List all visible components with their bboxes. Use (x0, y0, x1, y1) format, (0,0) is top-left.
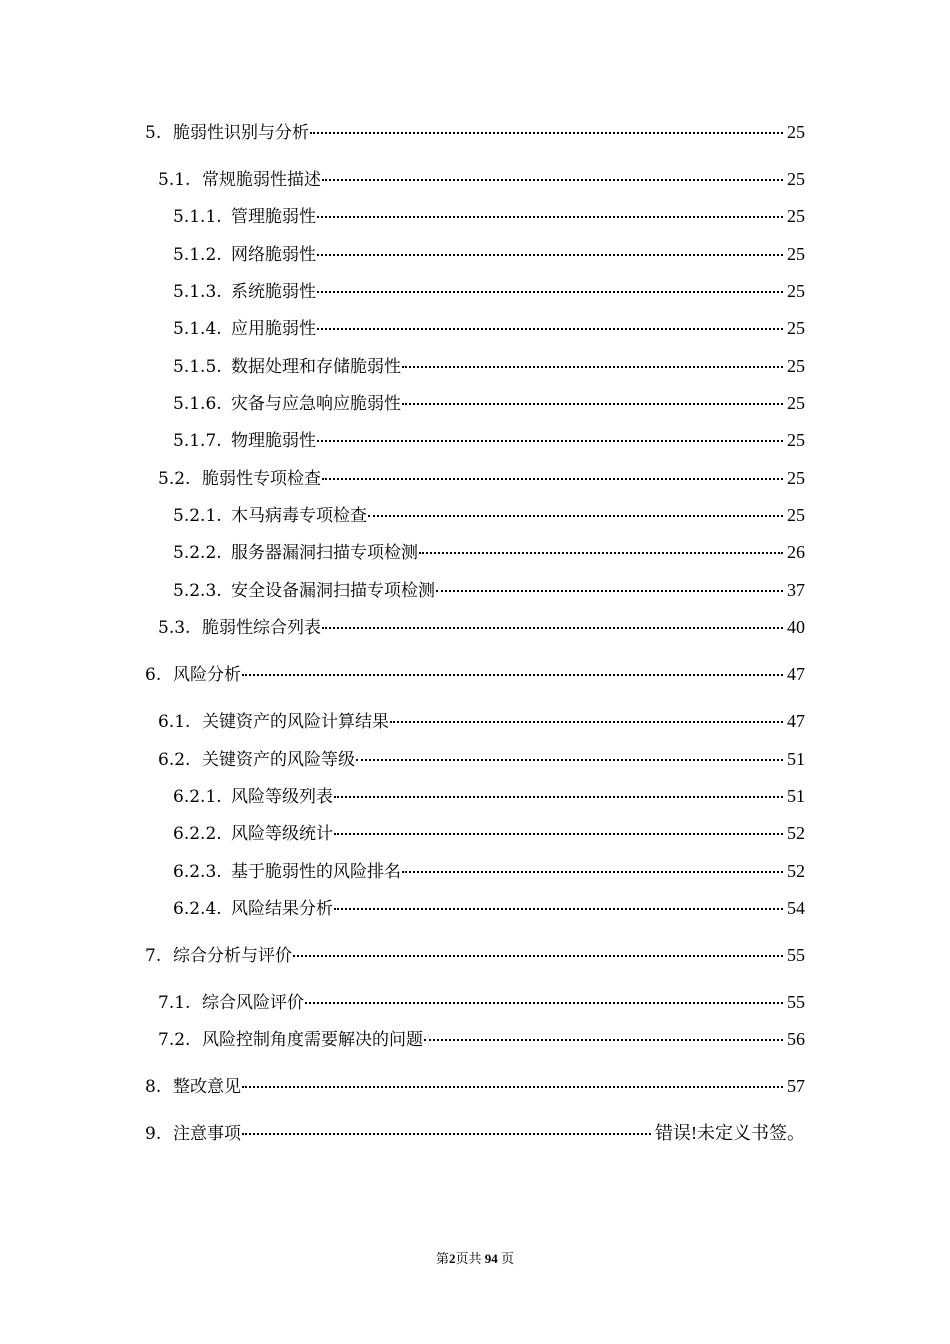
toc-dot-leader (424, 1025, 783, 1041)
toc-entry-title: 木马病毒专项检查 (231, 506, 367, 526)
toc-dot-leader (305, 988, 783, 1004)
toc-entry-title: 管理脆弱性 (231, 207, 316, 227)
toc-entry[interactable] (145, 1122, 805, 1145)
toc-dot-leader (368, 501, 783, 517)
page-footer (0, 1248, 950, 1267)
toc-entry-title: 安全设备漏洞扫描专项检测 (231, 581, 435, 601)
toc-entry-page: 25 (787, 505, 805, 525)
toc-entry-number: 5.1.2. (173, 245, 222, 265)
toc-entry-number: 7.2. (158, 1030, 191, 1050)
toc-dot-leader (310, 118, 783, 134)
toc-entry-number: 6.1. (158, 712, 191, 732)
toc-dot-leader (356, 745, 783, 761)
toc-entry-page: 25 (787, 393, 805, 413)
toc-entry-title: 网络脆弱性 (231, 245, 316, 265)
toc-entry-number: 5.1.6. (173, 394, 222, 414)
toc-entry-title: 脆弱性识别与分析 (173, 123, 309, 143)
toc-entry[interactable] (173, 579, 805, 602)
toc-entry-page: 25 (787, 281, 805, 301)
toc-entry-title: 系统脆弱性 (231, 282, 316, 302)
toc-entry-page: 52 (787, 861, 805, 881)
toc-entry[interactable] (173, 205, 805, 228)
toc-entry-title: 综合风险评价 (202, 993, 304, 1013)
toc-entry-page: 25 (787, 169, 805, 189)
toc-entry-number: 6.2.1. (173, 787, 222, 807)
toc-entry-number: 5.2.1. (173, 506, 222, 526)
toc-entry[interactable] (158, 467, 805, 490)
toc-entry[interactable] (173, 429, 805, 452)
toc-entry-number: 5.3. (158, 618, 191, 638)
toc-entry-title: 物理脆弱性 (231, 431, 316, 451)
toc-entry-title: 关键资产的风险计算结果 (202, 712, 389, 732)
footer-middle: 页共 (455, 1251, 485, 1266)
toc-dot-leader (317, 240, 783, 256)
toc-entry-number: 5.1.7. (173, 431, 222, 451)
toc-entry-title: 风险等级列表 (231, 787, 333, 807)
footer-suffix: 页 (497, 1251, 515, 1266)
toc-entry[interactable] (158, 168, 805, 191)
toc-entry-number: 5.1.5. (173, 357, 222, 377)
toc-entry[interactable] (158, 991, 805, 1014)
toc-dot-leader (242, 660, 783, 676)
toc-entry-number: 9. (145, 1124, 162, 1144)
footer-current-page: 2 (448, 1251, 456, 1266)
toc-entry[interactable] (173, 785, 805, 808)
toc-entry-number: 5.1.4. (173, 319, 222, 339)
toc-entry-number: 5.2.3. (173, 581, 222, 601)
toc-entry-number: 6.2.2. (173, 824, 222, 844)
toc-entry[interactable] (145, 944, 805, 967)
toc-entry-title: 注意事项 (173, 1124, 241, 1144)
toc-dot-leader (317, 277, 783, 293)
toc-entry-number: 5.1.1. (173, 207, 222, 227)
toc-dot-leader (322, 165, 783, 181)
toc-dot-leader (317, 314, 783, 330)
toc-entry-page: 47 (787, 664, 805, 684)
toc-entry-number: 8. (145, 1077, 162, 1097)
toc-entry-page: 25 (787, 430, 805, 450)
toc-entry-page: 56 (787, 1029, 805, 1049)
toc-entry-title: 风险等级统计 (231, 824, 333, 844)
toc-dot-leader (293, 941, 783, 957)
toc-entry-number: 7.1. (158, 993, 191, 1013)
toc-entry-number: 5.1. (158, 170, 191, 190)
toc-entry[interactable] (173, 317, 805, 340)
toc-dot-leader (436, 576, 783, 592)
toc-entry-page: 55 (787, 945, 805, 965)
toc-dot-leader (402, 857, 783, 873)
toc-dot-leader (242, 1119, 651, 1135)
toc-entry-page: 25 (787, 468, 805, 488)
toc-entry[interactable] (158, 616, 805, 639)
toc-entry-page: 26 (787, 542, 805, 562)
toc-entry[interactable] (158, 1028, 805, 1051)
footer-total-pages: 94 (484, 1251, 498, 1266)
toc-entry-number: 5.1.3. (173, 282, 222, 302)
toc-entry-title: 基于脆弱性的风险排名 (231, 862, 401, 882)
toc-entry-number: 5.2.2. (173, 543, 222, 563)
toc-entry-title: 整改意见 (173, 1077, 241, 1097)
toc-dot-leader (322, 613, 783, 629)
toc-dot-leader (317, 202, 783, 218)
toc-dot-leader (242, 1072, 783, 1088)
toc-entry-title: 风险控制角度需要解决的问题 (202, 1030, 423, 1050)
toc-entry-number: 7. (145, 946, 162, 966)
toc-entry-number: 6. (145, 665, 162, 685)
toc-entry[interactable] (173, 897, 805, 920)
toc-entry[interactable] (173, 541, 805, 564)
toc-entry-page: 25 (787, 122, 805, 142)
toc-entry[interactable] (173, 822, 805, 845)
toc-entry-title: 数据处理和存储脆弱性 (231, 357, 401, 377)
toc-entry-page: 25 (787, 318, 805, 338)
toc-entry-page: 40 (787, 617, 805, 637)
toc-entry-page: 52 (787, 823, 805, 843)
toc-dot-leader (334, 894, 783, 910)
toc-entry-title: 脆弱性专项检查 (202, 469, 321, 489)
toc-entry[interactable] (173, 355, 805, 378)
toc-dot-leader (334, 782, 783, 798)
toc-entry-page: 25 (787, 206, 805, 226)
toc-entry[interactable] (173, 243, 805, 266)
footer-prefix: 第 (435, 1251, 449, 1266)
toc-entry-page: 错误!未定义书签。 (655, 1123, 805, 1143)
toc-entry-page: 47 (787, 711, 805, 731)
toc-entry-title: 风险结果分析 (231, 899, 333, 919)
toc-entry[interactable] (145, 663, 805, 686)
toc-dot-leader (402, 389, 783, 405)
toc-dot-leader (334, 819, 783, 835)
toc-entry[interactable] (158, 710, 805, 733)
toc-entry-number: 6.2. (158, 750, 191, 770)
toc-entry-title: 脆弱性综合列表 (202, 618, 321, 638)
toc-entry-title: 灾备与应急响应脆弱性 (231, 394, 401, 414)
toc-entry-page: 55 (787, 992, 805, 1012)
toc-entry-title: 应用脆弱性 (231, 319, 316, 339)
toc-entry-page: 37 (787, 580, 805, 600)
toc-entry-number: 6.2.3. (173, 862, 222, 882)
toc-entry-title: 关键资产的风险等级 (202, 750, 355, 770)
toc-dot-leader (322, 464, 783, 480)
toc-entry[interactable] (173, 280, 805, 303)
toc-dot-leader (402, 352, 783, 368)
toc-entry[interactable] (145, 121, 805, 144)
toc-entry-page: 51 (787, 749, 805, 769)
toc-entry-page: 25 (787, 356, 805, 376)
toc-entry[interactable] (173, 392, 805, 415)
toc-entry-title: 服务器漏洞扫描专项检测 (231, 543, 418, 563)
toc-dot-leader (390, 707, 783, 723)
toc-entry[interactable] (173, 504, 805, 527)
toc-entry-number: 6.2.4. (173, 899, 222, 919)
toc-entry-number: 5. (145, 123, 162, 143)
toc-dot-leader (317, 426, 783, 442)
toc-entry-page: 57 (787, 1076, 805, 1096)
toc-entry[interactable] (173, 860, 805, 883)
toc-entry[interactable] (145, 1075, 805, 1098)
toc-entry-page: 51 (787, 786, 805, 806)
toc-entry-page: 54 (787, 898, 805, 918)
toc-entry-title: 常规脆弱性描述 (202, 170, 321, 190)
toc-entry-title: 综合分析与评价 (173, 946, 292, 966)
toc-entry-page: 25 (787, 244, 805, 264)
toc-entry-title: 风险分析 (173, 665, 241, 685)
toc-dot-leader (419, 538, 783, 554)
toc-entry-number: 5.2. (158, 469, 191, 489)
toc-entry[interactable] (158, 748, 805, 771)
